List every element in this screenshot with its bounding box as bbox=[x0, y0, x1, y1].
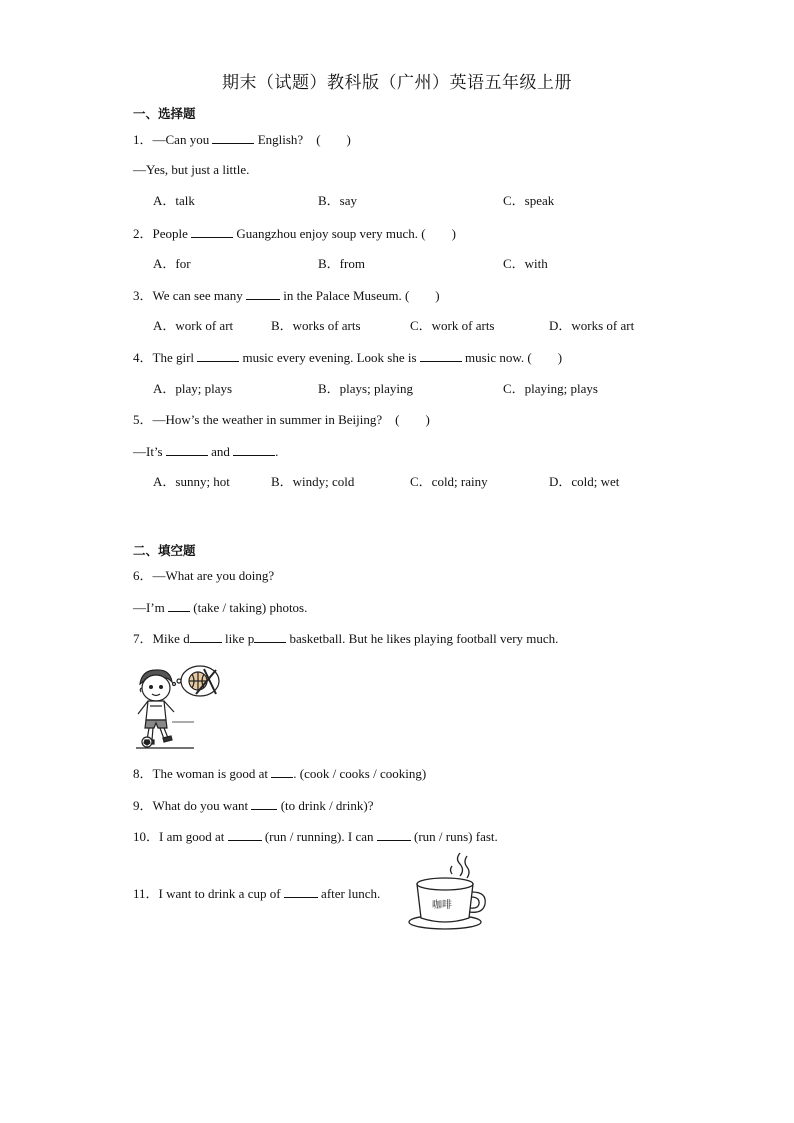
question-5-reply-middle: and bbox=[211, 444, 230, 459]
option-a[interactable]: A．for bbox=[153, 256, 191, 271]
question-7-middle: like p bbox=[224, 631, 255, 646]
option-d[interactable]: D．cold; wet bbox=[549, 474, 620, 489]
answer-blank[interactable] bbox=[251, 797, 277, 810]
answer-blank[interactable] bbox=[284, 885, 318, 898]
option-c[interactable]: C．with bbox=[503, 256, 548, 271]
question-8 bbox=[133, 765, 426, 782]
question-11-suffix: after lunch. bbox=[321, 886, 381, 901]
option-a[interactable]: A．talk bbox=[153, 193, 195, 208]
question-10-prefix: 10．I am good at bbox=[133, 829, 225, 844]
question-11-prefix: 11．I want to drink a cup of bbox=[133, 886, 281, 901]
answer-blank[interactable] bbox=[246, 287, 280, 300]
question-6-reply-prefix: —I’m bbox=[133, 600, 165, 615]
option-b[interactable]: B．plays; playing bbox=[318, 381, 413, 396]
question-1-reply: —Yes, but just a little. bbox=[133, 162, 250, 177]
option-b[interactable]: B．works of arts bbox=[271, 318, 361, 333]
question-7-prefix: 7．Mike d bbox=[133, 631, 190, 646]
option-b[interactable]: B．from bbox=[318, 256, 365, 271]
question-7-suffix: basketball. But he likes playing football very much. bbox=[289, 631, 559, 646]
question-1-suffix: English? ( ) bbox=[257, 132, 351, 147]
question-5: 5．—How’s the weather in summer in Beijing? ( ) bbox=[133, 412, 430, 427]
question-4-suffix: music now. ( ) bbox=[465, 350, 563, 365]
option-b[interactable]: B．say bbox=[318, 193, 358, 208]
option-b[interactable]: B．windy; cold bbox=[271, 474, 355, 489]
option-a[interactable]: A．sunny; hot bbox=[153, 474, 230, 489]
option-c[interactable]: C．speak bbox=[503, 193, 555, 208]
question-7 bbox=[133, 630, 558, 647]
question-3-suffix: in the Palace Museum. ( ) bbox=[283, 288, 440, 303]
question-2-suffix: Guangzhou enjoy soup very much. ( ) bbox=[236, 226, 456, 241]
answer-blank[interactable] bbox=[420, 349, 462, 362]
question-8-suffix: . (cook / cooks / cooking) bbox=[293, 766, 427, 781]
question-1 bbox=[133, 131, 351, 148]
question-10 bbox=[133, 828, 498, 845]
option-c[interactable]: C．work of arts bbox=[410, 318, 495, 333]
cup-label: 咖啡 bbox=[432, 900, 452, 911]
question-9-suffix: (to drink / drink)? bbox=[280, 798, 374, 813]
option-d[interactable]: D．works of art bbox=[549, 318, 635, 333]
answer-blank[interactable] bbox=[271, 765, 293, 778]
question-5-reply-suffix: . bbox=[275, 444, 279, 459]
question-2-prefix: 2．People bbox=[133, 226, 188, 241]
option-a[interactable]: A．play; plays bbox=[153, 381, 233, 396]
question-5-reply bbox=[133, 443, 278, 460]
option-a[interactable]: A．work of art bbox=[153, 318, 234, 333]
boy-no-basketball-illustration bbox=[134, 664, 226, 750]
question-4-prefix: 4．The girl bbox=[133, 350, 195, 365]
answer-blank[interactable] bbox=[233, 443, 275, 456]
option-c[interactable]: C．cold; rainy bbox=[410, 474, 488, 489]
answer-blank[interactable] bbox=[197, 349, 239, 362]
question-10-middle: (run / running). I can bbox=[264, 829, 374, 844]
question-2 bbox=[133, 225, 456, 242]
section-heading-fill: 二、填空题 bbox=[133, 543, 196, 558]
question-10-suffix: (run / runs) fast. bbox=[414, 829, 498, 844]
question-4-middle: music every evening. Look she is bbox=[242, 350, 417, 365]
answer-blank[interactable] bbox=[254, 630, 286, 643]
question-6-reply bbox=[133, 599, 307, 616]
option-c[interactable]: C．playing; plays bbox=[503, 381, 598, 396]
question-11 bbox=[133, 885, 380, 902]
answer-blank[interactable] bbox=[190, 630, 222, 643]
answer-blank[interactable] bbox=[191, 225, 233, 238]
answer-blank[interactable] bbox=[212, 131, 254, 144]
question-6-reply-suffix: (take / taking) photos. bbox=[193, 600, 308, 615]
section-heading-choice: 一、选择题 bbox=[133, 106, 196, 121]
question-3 bbox=[133, 287, 440, 304]
answer-blank[interactable] bbox=[377, 828, 411, 841]
answer-blank[interactable] bbox=[228, 828, 262, 841]
question-9-prefix: 9．What do you want bbox=[133, 798, 249, 813]
question-1-prefix: 1．—Can you bbox=[133, 132, 210, 147]
question-5-reply-prefix: —It’s bbox=[133, 444, 163, 459]
question-6: 6．—What are you doing? bbox=[133, 568, 275, 583]
question-3-prefix: 3．We can see many bbox=[133, 288, 243, 303]
page-title: 期末（试题）教科版（广州）英语五年级上册 bbox=[222, 73, 572, 93]
coffee-cup-illustration bbox=[405, 850, 489, 932]
answer-blank[interactable] bbox=[166, 443, 208, 456]
question-9 bbox=[133, 797, 373, 814]
answer-blank[interactable] bbox=[168, 599, 190, 612]
question-4 bbox=[133, 349, 562, 366]
question-8-prefix: 8．The woman is good at bbox=[133, 766, 269, 781]
